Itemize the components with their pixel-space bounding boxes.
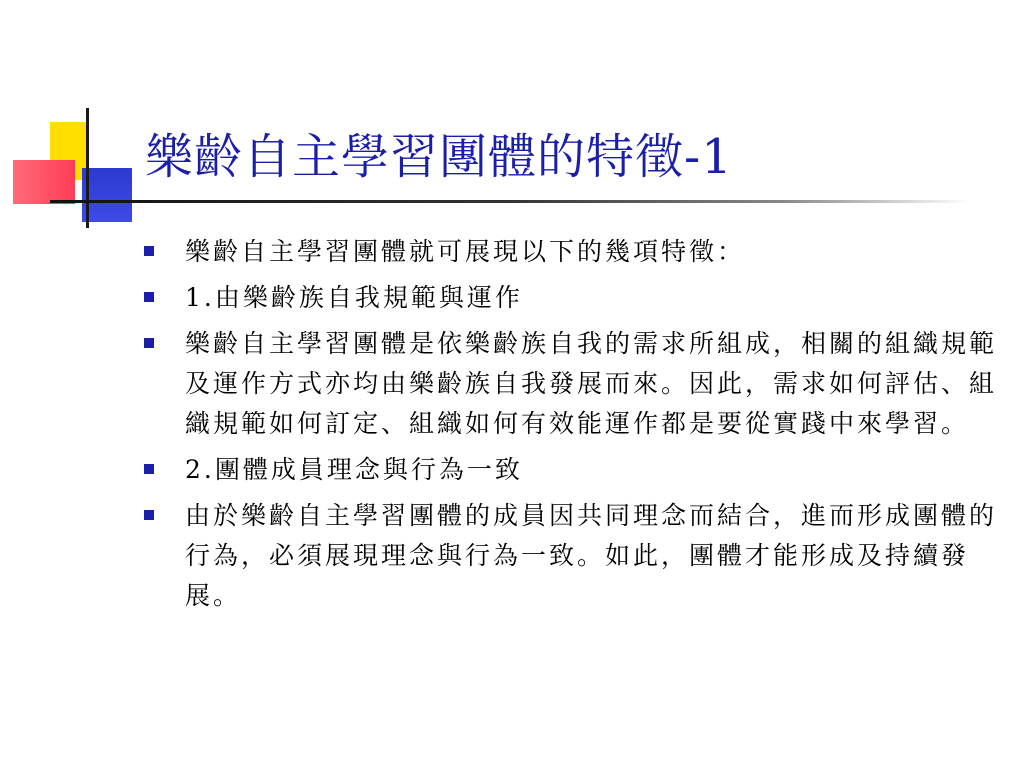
bullet-item-point-2-heading	[140, 450, 1010, 490]
title-decoration	[0, 0, 160, 240]
slide-title: 樂齡自主學習團體的特徵-1	[145, 129, 733, 185]
vertical-rule-decoration	[86, 108, 89, 228]
bullet-text: 樂齡自主學習團體是依樂齡族自我的需求所組成，相關的組織規範及運作方式亦均由樂齡族自我發展而來。因此，需求如何評估、組織規範如何訂定、組織如何有效能運作都是要從實踐中來學習。	[185, 329, 998, 438]
blue-square-decoration	[82, 168, 132, 222]
bullet-list	[140, 232, 1010, 622]
bullet-text: 由於樂齡自主學習團體的成員因共同理念而結合，進而形成團體的行為，必須展現理念與行為一致。如此，團體才能形成及持續發展。	[185, 501, 998, 610]
bullet-text: 樂齡自主學習團體就可展現以下的幾項特徵：	[185, 237, 746, 266]
bullet-text: 1.由樂齡族自我規範與運作	[185, 283, 523, 312]
square-bullet-icon	[144, 246, 154, 256]
bullet-item-intro	[140, 232, 1010, 272]
square-bullet-icon	[144, 464, 154, 474]
red-square-decoration	[13, 160, 75, 204]
bullet-item-point-2-detail	[140, 496, 1010, 616]
bullet-text: 2.團體成員理念與行為一致	[185, 455, 523, 484]
square-bullet-icon	[144, 510, 154, 520]
bullet-item-point-1-heading	[140, 278, 1010, 318]
bullet-item-point-1-detail	[140, 324, 1010, 444]
title-underline	[50, 200, 970, 203]
square-bullet-icon	[144, 292, 154, 302]
square-bullet-icon	[144, 338, 154, 348]
